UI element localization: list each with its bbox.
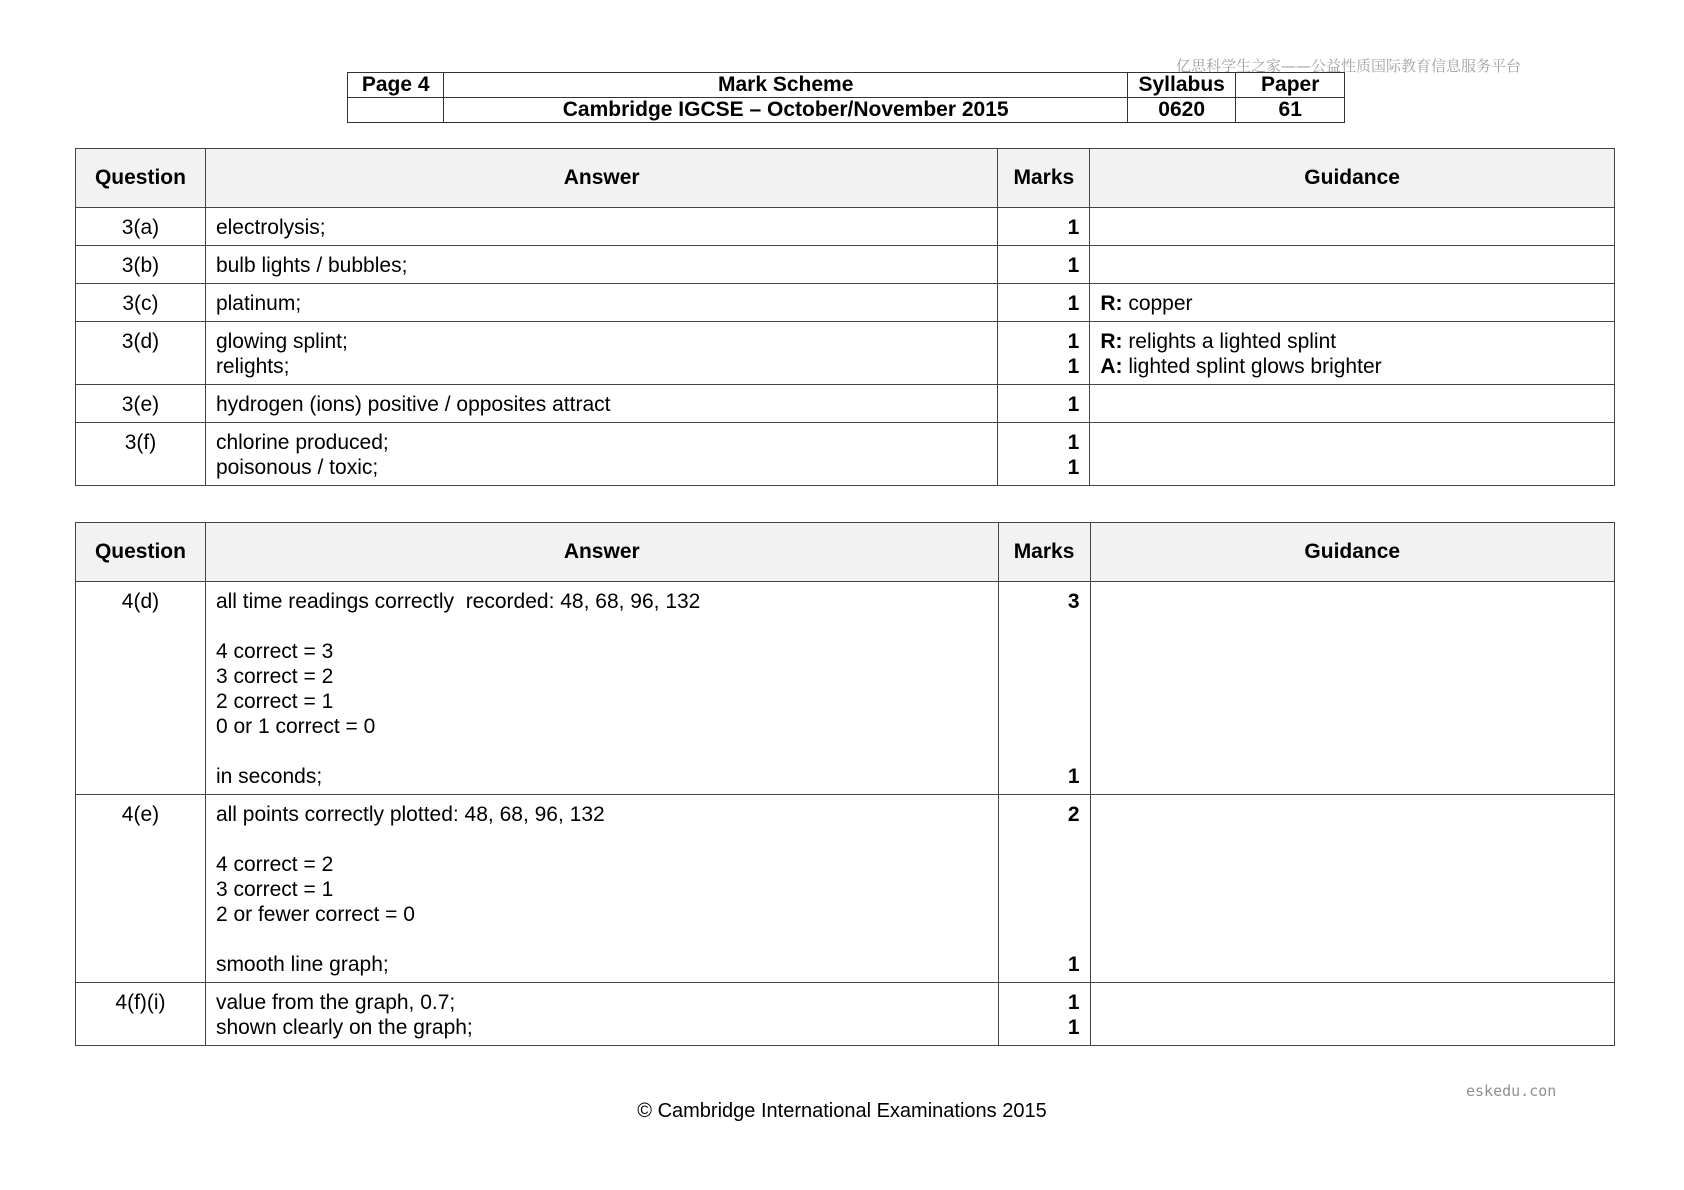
- mark-value: [1009, 664, 1080, 689]
- mark-value: 1: [1067, 456, 1080, 479]
- mark-value: [1009, 927, 1080, 952]
- table-row: [76, 322, 1615, 385]
- watermark-top-text: 亿思科学生之家——公益性质国际教育信息服务平台: [1176, 57, 1522, 75]
- answer-line: all time readings correctly recorded: 48, 68, 96, 132: [215, 590, 701, 613]
- question-number: 4(e): [76, 795, 206, 983]
- question-number: 3(e): [76, 385, 206, 423]
- answer-line: [216, 927, 988, 952]
- header-syllabus-value: 0620: [1127, 98, 1236, 123]
- mark-scheme-table-2: [75, 522, 1615, 1046]
- marks-cell: [998, 208, 1090, 246]
- guidance-cell: [1090, 983, 1614, 1046]
- answer-line: 2 correct = 1: [215, 690, 334, 713]
- question-number: 4(d): [76, 582, 206, 795]
- guidance-cell: [1090, 246, 1615, 284]
- mark-value: [1009, 877, 1080, 902]
- answer-line: poisonous / toxic;: [215, 456, 379, 479]
- mark-value: 1: [1067, 355, 1080, 378]
- answer-line: value from the graph, 0.7;: [215, 991, 456, 1014]
- column-header-guidance: Guidance: [1090, 149, 1615, 208]
- mark-value: 1: [1067, 431, 1080, 454]
- mark-value: 1: [1067, 393, 1080, 416]
- mark-value: 1: [1067, 216, 1080, 239]
- answer-line: 4 correct = 3: [215, 640, 334, 663]
- column-header-answer: Answer: [205, 523, 998, 582]
- marks-cell: [998, 423, 1090, 486]
- mark-value: [1009, 739, 1080, 764]
- question-number: 3(f): [76, 423, 206, 486]
- guidance-label: R:: [1100, 292, 1123, 315]
- mark-value: 2: [1067, 803, 1080, 826]
- guidance-label: R:: [1100, 330, 1123, 353]
- answer-line: smooth line graph;: [215, 953, 389, 976]
- mark-value: 1: [1067, 292, 1080, 315]
- answer-cell: [205, 423, 997, 486]
- answer-line: electrolysis;: [215, 216, 326, 239]
- answer-line: glowing splint;: [215, 330, 348, 353]
- guidance-text: lighted splint glows brighter: [1122, 355, 1382, 378]
- question-number: 3(c): [76, 284, 206, 322]
- guidance-cell: [1090, 284, 1615, 322]
- column-header-guidance: Guidance: [1090, 523, 1614, 582]
- answer-line: 4 correct = 2: [215, 853, 334, 876]
- guidance-text: relights a lighted splint: [1122, 330, 1337, 353]
- answer-cell: [205, 208, 997, 246]
- guidance-line: [1100, 291, 1604, 316]
- guidance-cell: [1090, 208, 1615, 246]
- question-number: 4(f)(i): [76, 983, 206, 1046]
- header-syllabus-label: Syllabus: [1127, 73, 1236, 98]
- answer-line: 0 or 1 correct = 0: [215, 715, 376, 738]
- header-empty-cell: [348, 98, 444, 123]
- mark-value: [1009, 689, 1080, 714]
- answer-cell: [205, 582, 998, 795]
- mark-value: 1: [1067, 765, 1080, 788]
- marks-cell: [998, 246, 1090, 284]
- guidance-cell: [1090, 423, 1615, 486]
- mark-value: 1: [1067, 254, 1080, 277]
- answer-line: bulb lights / bubbles;: [215, 254, 408, 277]
- marks-cell: [998, 284, 1090, 322]
- guidance-line: [1100, 354, 1604, 379]
- column-header-marks: Marks: [998, 149, 1090, 208]
- answer-line: [216, 739, 988, 764]
- mark-value: 1: [1067, 1016, 1080, 1039]
- answer-line: 3 correct = 2: [215, 665, 334, 688]
- guidance-cell: [1090, 795, 1614, 983]
- answer-line: shown clearly on the graph;: [215, 1016, 473, 1039]
- mark-value: 1: [1067, 991, 1080, 1014]
- answer-cell: [205, 246, 997, 284]
- question-number: 3(d): [76, 322, 206, 385]
- header-paper-label: Paper: [1236, 73, 1345, 98]
- guidance-line: [1100, 329, 1604, 354]
- mark-scheme-table-1: [75, 148, 1615, 486]
- answer-cell: [205, 983, 998, 1046]
- mark-value: [1009, 639, 1080, 664]
- guidance-cell: [1090, 582, 1614, 795]
- column-header-question: Question: [76, 523, 206, 582]
- mark-value: [1009, 714, 1080, 739]
- header-paper-value: 61: [1236, 98, 1345, 123]
- marks-cell: [998, 385, 1090, 423]
- question-number: 3(a): [76, 208, 206, 246]
- table-row: [76, 795, 1615, 983]
- mark-value: [1009, 902, 1080, 927]
- header-page: Page 4: [348, 73, 444, 98]
- answer-line: [216, 614, 988, 639]
- answer-line: relights;: [215, 355, 290, 378]
- mark-value: [1009, 614, 1080, 639]
- marks-cell: [998, 582, 1090, 795]
- mark-value: 3: [1067, 590, 1080, 613]
- answer-cell: [205, 385, 997, 423]
- mark-value: 1: [1067, 953, 1080, 976]
- mark-value: 1: [1067, 330, 1080, 353]
- column-header-answer: Answer: [205, 149, 997, 208]
- footer-copyright: © Cambridge International Examinations 2015: [637, 1100, 1047, 1122]
- answer-line: [216, 827, 988, 852]
- answer-line: in seconds;: [215, 765, 323, 788]
- marks-cell: [998, 322, 1090, 385]
- answer-line: 3 correct = 1: [215, 878, 334, 901]
- marks-cell: [998, 795, 1090, 983]
- answer-line: platinum;: [215, 292, 302, 315]
- table-row: [76, 582, 1615, 795]
- question-number: 3(b): [76, 246, 206, 284]
- watermark-bottom-text: eskedu.con: [1466, 1082, 1557, 1100]
- answer-cell: [205, 284, 997, 322]
- column-header-marks: Marks: [998, 523, 1090, 582]
- answer-line: 2 or fewer correct = 0: [215, 903, 415, 926]
- mark-value: [1009, 852, 1080, 877]
- table-row: [76, 423, 1615, 486]
- table-row: [76, 284, 1615, 322]
- answer-line: all points correctly plotted: 48, 68, 96, 132: [215, 803, 605, 826]
- table-row: [76, 983, 1615, 1046]
- table-row: [76, 246, 1615, 284]
- guidance-cell: [1090, 385, 1615, 423]
- guidance-cell: [1090, 322, 1615, 385]
- table-row: [76, 208, 1615, 246]
- mark-value: [1009, 827, 1080, 852]
- answer-line: hydrogen (ions) positive / opposites attract: [215, 393, 611, 416]
- marks-cell: [998, 983, 1090, 1046]
- guidance-label: A:: [1100, 355, 1123, 378]
- table-row: [76, 385, 1615, 423]
- answer-cell: [205, 795, 998, 983]
- answer-cell: [205, 322, 997, 385]
- guidance-text: copper: [1122, 292, 1193, 315]
- header-subtitle: Cambridge IGCSE – October/November 2015: [444, 98, 1127, 123]
- column-header-question: Question: [76, 149, 206, 208]
- answer-line: chlorine produced;: [215, 431, 389, 454]
- header-box: [347, 72, 1345, 123]
- header-title: Mark Scheme: [444, 73, 1127, 98]
